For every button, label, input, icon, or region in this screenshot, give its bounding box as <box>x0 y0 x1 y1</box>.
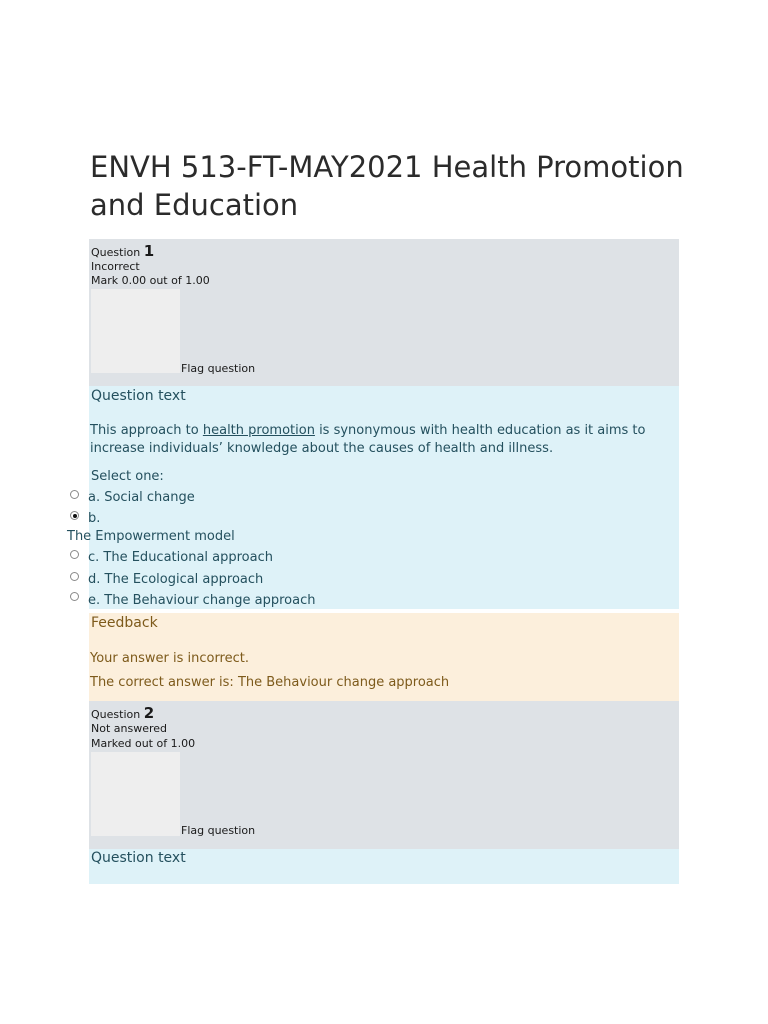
flag-question-link[interactable]: Flag question <box>181 362 256 375</box>
option-a-radio[interactable] <box>70 490 79 499</box>
flag-icon[interactable] <box>91 752 180 836</box>
option-c-label[interactable]: c. The Educational approach <box>88 550 273 565</box>
option-a-label[interactable]: a. Social change <box>88 490 195 505</box>
feedback-panel <box>89 613 679 701</box>
option-b-text[interactable]: The Empowerment model <box>67 529 235 544</box>
feedback-heading: Feedback <box>91 615 158 631</box>
option-c-radio[interactable] <box>70 550 79 559</box>
feedback-incorrect: Your answer is incorrect. <box>90 651 249 666</box>
question-status: Incorrect <box>91 260 140 273</box>
question-text-part: This approach to <box>90 423 203 438</box>
page-title: ENVH 513-FT-MAY2021 Health Promotion and Education <box>90 150 684 222</box>
question-text-heading: Question text <box>91 388 186 404</box>
option-e-label[interactable]: e. The Behaviour change approach <box>88 593 316 608</box>
option-d-label[interactable]: d. The Ecological approach <box>88 572 264 587</box>
question-text <box>90 422 670 458</box>
option-d-radio[interactable] <box>70 572 79 581</box>
question-text-part: is synonymous with health education as it aims to increase individuals’ knowledge about the causes of health and illness. <box>90 423 646 456</box>
select-one-prompt: Select one: <box>91 469 164 484</box>
question-2-text-panel <box>89 849 679 884</box>
question-number <box>91 244 154 260</box>
question-number-value: 2 <box>143 704 155 722</box>
option-b-radio[interactable] <box>70 511 79 520</box>
question-text-heading: Question text <box>91 850 186 866</box>
question-status: Not answered <box>91 722 168 735</box>
option-b-label[interactable]: b. <box>88 511 101 526</box>
question-2-info <box>89 701 679 849</box>
health-promotion-link[interactable]: health promotion <box>202 423 315 438</box>
flag-question-link[interactable]: Flag question <box>181 824 256 837</box>
question-1-info <box>89 239 679 386</box>
question-label: Question <box>91 708 141 721</box>
flag-icon[interactable] <box>91 289 180 373</box>
option-e-radio[interactable] <box>70 592 79 601</box>
question-number-value: 1 <box>143 242 155 260</box>
question-mark: Marked out of 1.00 <box>91 737 196 750</box>
question-label: Question <box>91 246 141 259</box>
question-mark: Mark 0.00 out of 1.00 <box>91 274 210 287</box>
question-number <box>91 706 154 722</box>
feedback-correct-answer: The correct answer is: The Behaviour change approach <box>90 675 450 690</box>
